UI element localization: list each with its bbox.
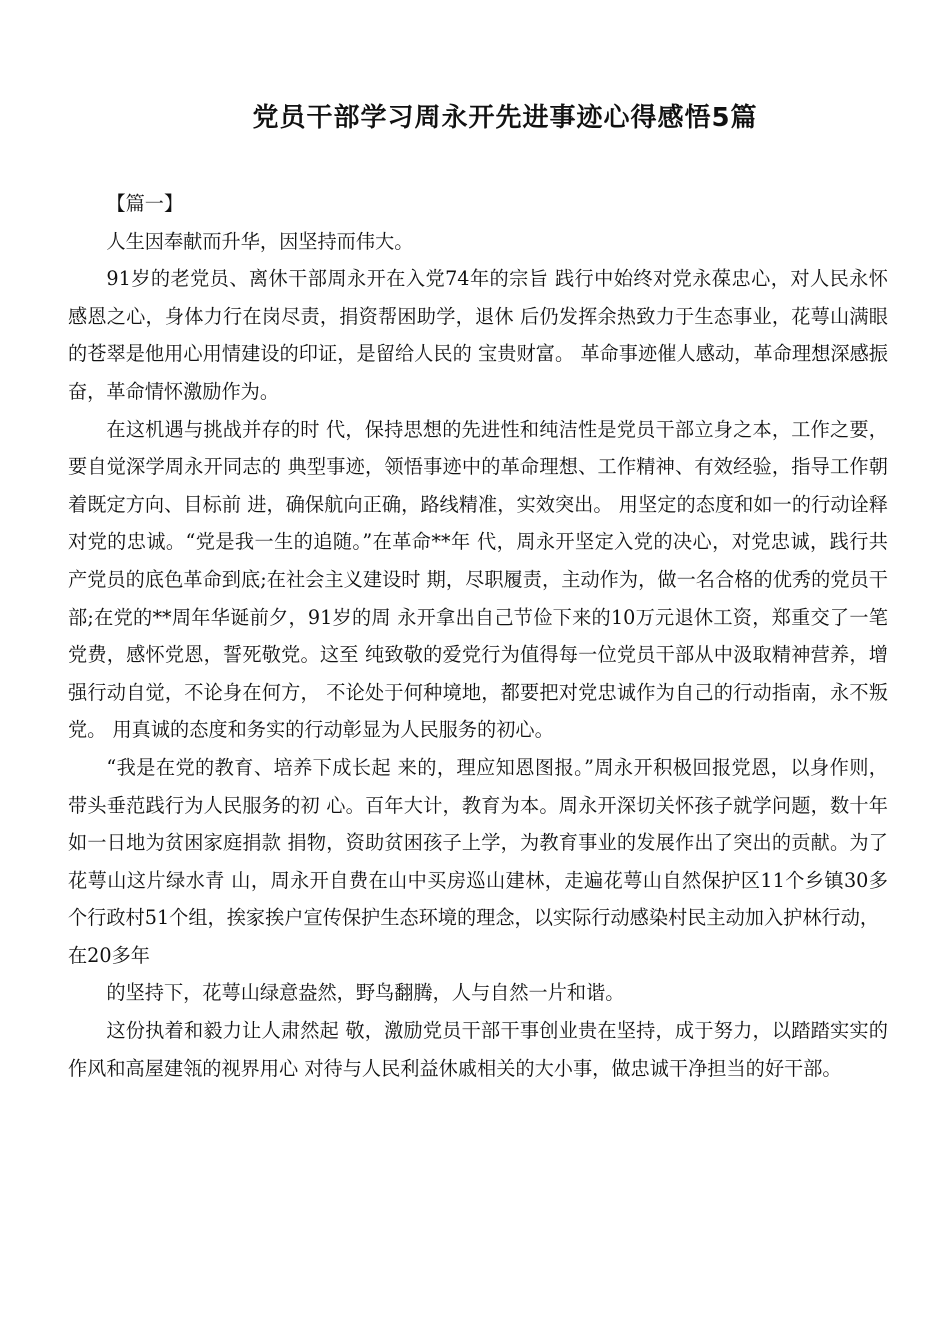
paragraph: 人生因奉献而升华，因坚持而伟大。 xyxy=(106,229,414,253)
paragraph: 在这机遇与挑战并存的时 代，保持思想的先进性和纯洁性是党员干部立身之本，工作之要，要自觉深学周永开同志的 典型事迹，领悟事迹中的革命理想、工作精神、有效经验，指导工作朝着既定方向、目标前 进，确保航向正确，路线精准，实效突出。 用坚定的态度和如一的行动诠释对党的忠诚。“党是我一生的追随。”在革命**年 代，周永开坚定入党的决心，对党忠诚，践行共产党员的底色革命到底;在社会主义建设时 期，尽职履责，主动作为，做一名合格的优秀的党员干部;在党的**周年华诞前夕，91岁的周 永开拿出自己节俭下来的10万元退休工资，郑重交了一笔党费，感怀党恩，誓死敬党。这至 纯致敬的爱党行为值得每一位党员干部从中汲取精神营养，增强行动自觉，不论身在何方， 不论处于何种境地，都要把对党忠诚作为自己的行动指南，永不叛党。 用真诚的态度和务实的行动彰显为人民服务的初心。 xyxy=(68,417,888,742)
paragraph: 91岁的老党员、离休干部周永开在入党74年的宗旨 践行中始终对党永葆忠心，对人民永怀感恩之心，身体力行在岗尽责，捐资帮困助学，退休 后仍发挥余热致力于生态事业，花萼山满眼的苍翠是他用心用情建设的印证，是留给人民的 宝贵财富。 革命事迹催人感动，革命理想深感振奋，革命情怀激励作为。 xyxy=(68,267,888,403)
paragraph-fragment: 在20多年 xyxy=(68,943,150,967)
paragraph-continuation: 的坚持下，花萼山绿意盎然，野鸟翻腾，人与自然一片和谐。 xyxy=(106,981,625,1005)
section-heading: 【篇一】 xyxy=(106,192,184,215)
document-body xyxy=(68,185,888,1087)
document-title: 党员干部学习周永开先进事迹心得感悟5篇 xyxy=(252,103,758,133)
paragraph: 这份执着和毅力让人肃然起 敬，激励党员干部干事创业贵在坚持，成于努力，以踏踏实实的作风和高屋建瓴的视界用心 对待与人民利益休戚相关的大小事，做忠诚干净担当的好干部。 xyxy=(68,1019,888,1080)
paragraph: “我是在党的教育、培养下成长起 来的，理应知恩图报。”周永开积极回报党恩，以身作则，带头垂范践行为人民服务的初 心。百年大计，教育为本。周永开深切关怀孩子就学问题，数十年如一日地为贫困家庭捐款 捐物，资助贫困孩子上学，为教育事业的发展作出了突出的贡献。为了花萼山这片绿水青 山，周永开自费在山中买房巡山建林，走遍花萼山自然保护区11个乡镇30多个行政村51个组，挨家挨户宣传保护生态环境的理念，以实际行动感染村民主动加入护林行动， xyxy=(68,755,888,930)
